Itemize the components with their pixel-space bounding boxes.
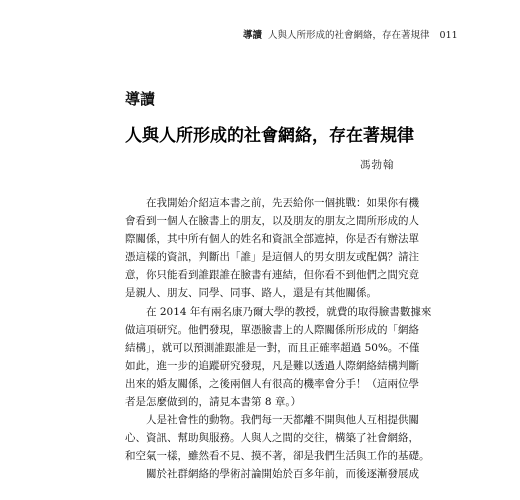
- text-line: 出來的婚友關係，之後兩個人有很高的機率會分手！（這兩位學: [125, 377, 419, 390]
- paragraph: [125, 465, 419, 483]
- body-text: [125, 194, 432, 484]
- text-line: 者是怎麼做到的，請見本書第 8 章。）: [125, 396, 302, 409]
- text-line: 會看到一個人在臉書上的朋友，以及朋友的朋友之間所形成的人: [125, 215, 419, 228]
- text-line: 關於社群網絡的學術討論開始於百多年前，而後逐漸發展成: [146, 468, 419, 481]
- paragraph: [125, 194, 419, 303]
- text-line: 際關係，其中所有個人的姓名和資訊全部遮掉，你是否有辦法單: [125, 233, 419, 246]
- text-line: 在我開始介紹這本書之前，先丟給你一個挑戰：如果你有機: [146, 197, 419, 209]
- text-line: 做這項研究。他們發現，單憑臉書上的人際關係所形成的「網絡: [125, 323, 419, 336]
- text-line: 結構」，就可以預測誰跟誰是一對，而且正確率超過 50%。不僅: [125, 341, 420, 354]
- page-number: 011: [439, 30, 458, 41]
- chapter-title: 人與人所形成的社會網絡，存在著規律: [125, 126, 414, 146]
- text-line: 憑這樣的資訊，判斷出「誰」是這個人的男女朋友或配偶？請注: [125, 251, 419, 264]
- paragraph: [125, 411, 430, 465]
- paragraph: [125, 303, 432, 412]
- text-line: 心、資訊、幫助與服務。人與人之間的交往，構築了社會網絡，: [125, 432, 419, 445]
- running-header-title: 人與人所形成的社會網絡，存在著規律: [268, 30, 430, 41]
- section-label: 導讀: [125, 90, 156, 108]
- text-line: 人是社會性的動物。我們每一天都離不開與他人互相提供關: [146, 414, 419, 427]
- text-line: 和空氣一樣，雖然看不見、摸不著，卻是我們生活與工作的基礎。: [125, 450, 430, 463]
- text-line: 是親人、朋友、同學、同事、路人，還是有其他關係。: [125, 287, 377, 300]
- text-line: 在 2014 年有兩名康乃爾大學的教授，就費的取得臉書數據來: [146, 305, 432, 318]
- author-name: 馮勃翰: [360, 159, 395, 171]
- text-line: 如此，進一步的追蹤研究發現，凡是難以透過人際網絡結構判斷: [125, 359, 419, 372]
- running-header-section: 導讀: [243, 30, 263, 41]
- text-line: 意，你只能看到誰跟誰在臉書有連結，但你看不到他們之間究竟: [125, 269, 419, 282]
- running-header: [243, 27, 458, 41]
